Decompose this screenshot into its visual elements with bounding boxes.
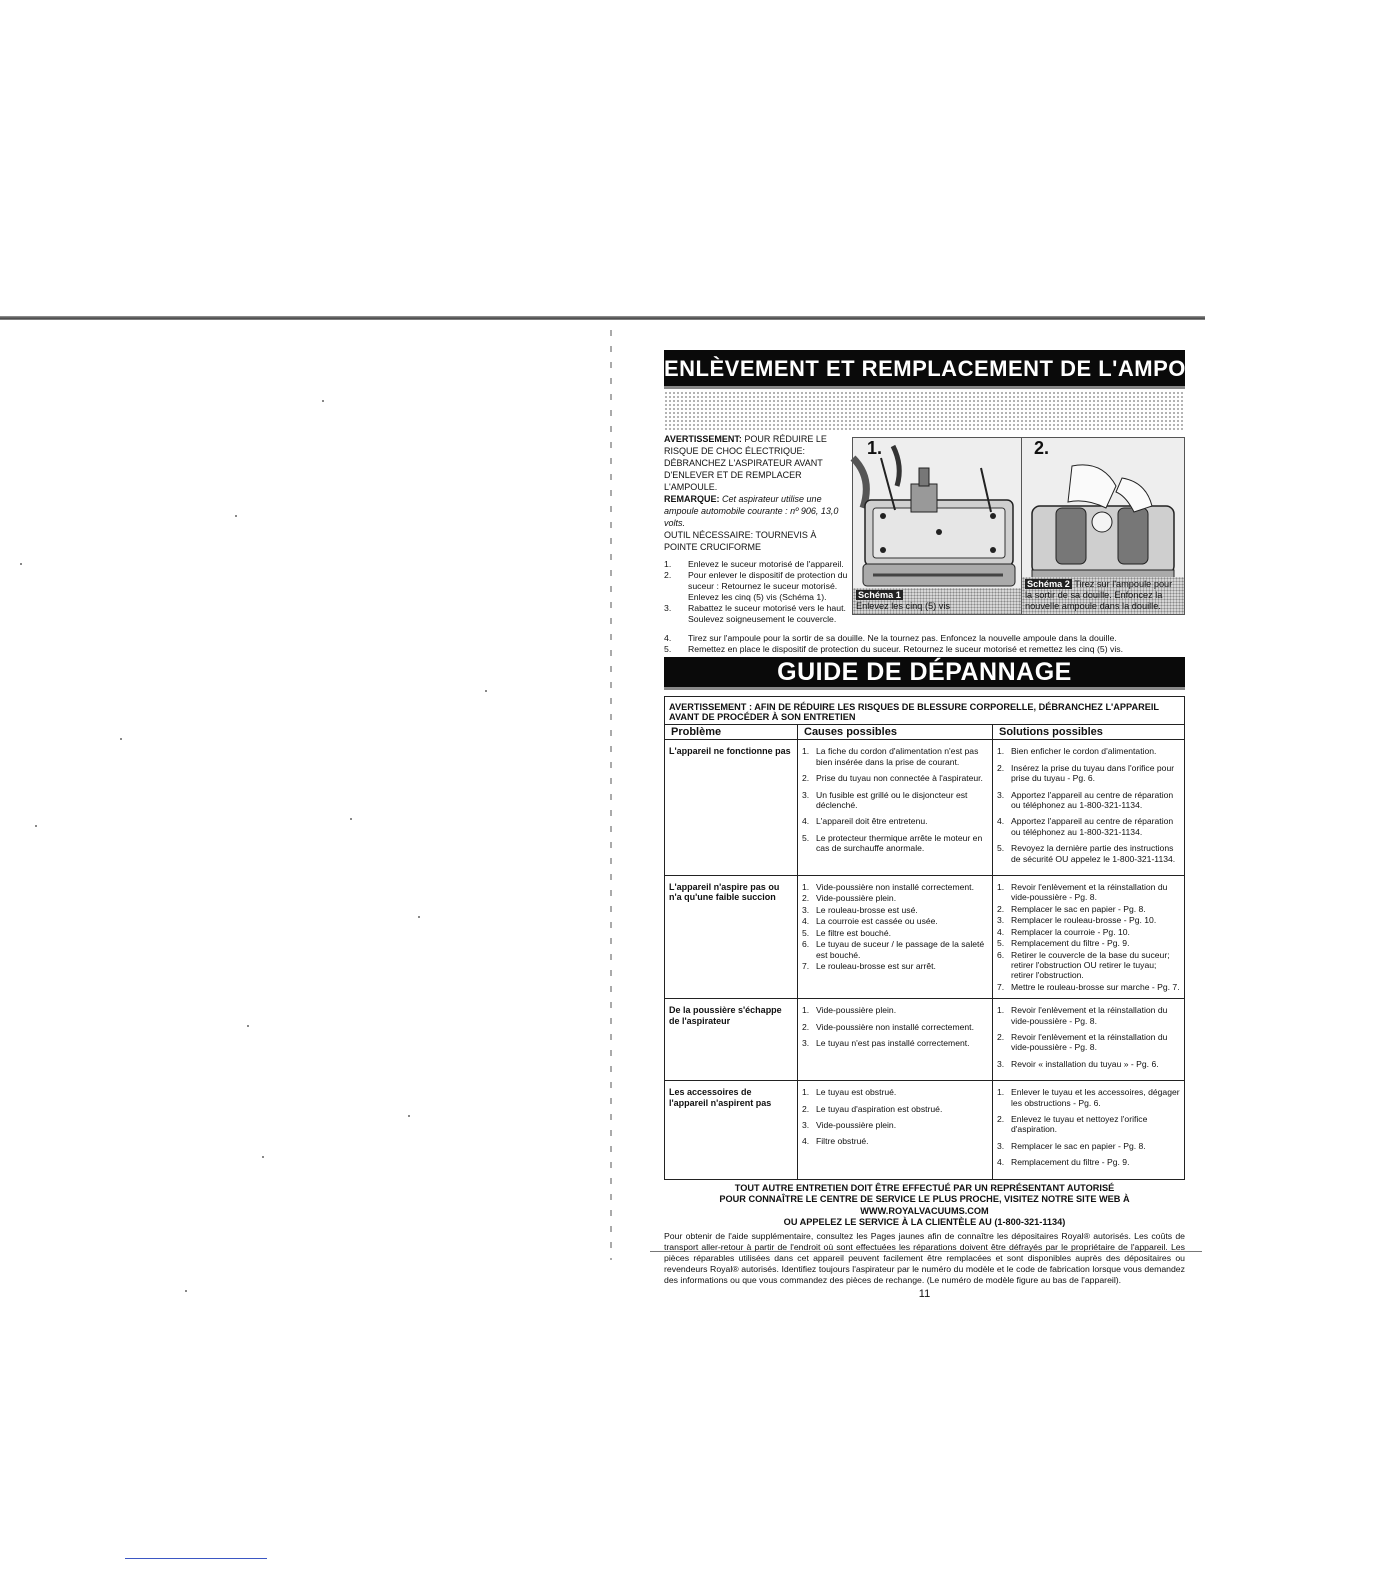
causes-cell: [798, 740, 993, 876]
item-text: Le tuyau n'est pas installé correctement.: [816, 1037, 970, 1048]
service-paragraph: Pour obtenir de l'aide supplémentaire, consultez les Pages jaunes afin de connaître les dépositaires Royal® autorisés. Les coûts de transport aller-retour à partir de l'endroit où sont effectuées les réparations doivent être défrayés par le propriétaire de l'appareil. Les pièces réparables utilisées dans cet appareil peuvent facilement être remplacées et sont disponibles auprès des dépositaires ou revendeurs Royal® autorisés. Identifiez toujours l'aspirateur par le numéro du modèle et le code de fabrication lorsque vous demandez des informations ou que vous commandez des pièces de rechange. (Le numéro de modèle figure au bas de l'appareil).: [664, 1230, 1185, 1285]
item-text: Enlever le tuyau et les accessoires, dégager les obstructions - Pg. 6.: [1011, 1087, 1180, 1108]
item-text: Le rouleau-brosse est sur arrêt.: [816, 960, 936, 971]
item-text: Le protecteur thermique arrête le moteur en cas de surchauffe anormale.: [816, 832, 983, 854]
solution-item: [997, 950, 1180, 981]
lamp-step: 3. Rabattez le suceur motorisé vers le haut. Soulevez soigneusement le couvercle.: [664, 603, 846, 624]
table-row: [665, 1081, 1185, 1179]
item-number: 5.: [997, 843, 1005, 854]
solution-item: [997, 882, 1180, 903]
warning-text: POUR RÉDUIRE LE RISQUE DE CHOC ÉLECTRIQUE: DÉBRANCHEZ L'ASPIRATEUR AVANT D'ENLEVER ET DE REMPLACER L'AMPOULE.: [664, 434, 827, 492]
cause-item: [802, 961, 988, 971]
item-text: Revoir l'enlèvement et la réinstallation du vide-poussière - Pg. 8.: [1011, 1031, 1168, 1053]
solution-item: [997, 1005, 1180, 1026]
item-number: 5.: [802, 927, 810, 938]
cause-item: [802, 905, 988, 915]
footer-line-2: POUR CONNAÎTRE LE CENTRE DE SERVICE LE PLUS PROCHE, VISITEZ NOTRE SITE WEB À WWW.ROYALVACUUMS.COM: [719, 1194, 1130, 1216]
page-number: 11: [918, 1287, 931, 1300]
item-text: Apportez l'appareil au centre de réparation ou téléphonez au 1-800-321-1134.: [1011, 816, 1174, 837]
problem-cell: De la poussière s'échappe de l'aspirateur: [665, 999, 798, 1081]
warning-label: AVERTISSEMENT:: [664, 434, 742, 444]
note-label: REMARQUE:: [664, 494, 720, 504]
problem-cell: Les accessoires de l'appareil n'aspirent pas: [665, 1081, 798, 1179]
solution-item: [997, 1157, 1180, 1167]
table-row: [665, 740, 1185, 876]
figure-2-caption: [1022, 577, 1184, 614]
solution-item: [997, 982, 1180, 992]
solution-item: [997, 816, 1180, 837]
guide-warning: AVERTISSEMENT : AFIN DE RÉDUIRE LES RISQUES DE BLESSURE CORPORELLE, DÉBRANCHEZ L'APPAREIL AVANT DE PROCÉDER À SON ENTRETIEN: [664, 696, 1185, 724]
item-number: 2.: [802, 1103, 810, 1114]
causes-cell: [798, 876, 993, 999]
item-number: 5.: [802, 832, 810, 843]
table-header-row: [665, 725, 1185, 740]
item-number: 1.: [802, 746, 810, 757]
item-number: 2.: [802, 893, 810, 904]
table-body: [665, 740, 1185, 1179]
cause-item: [802, 773, 988, 783]
figure-1-label: Schéma 1: [858, 590, 901, 600]
item-text: Revoir « installation du tuyau » - Pg. 6.: [1011, 1058, 1159, 1069]
figure-2: [1021, 437, 1185, 615]
item-text: Vide-poussière non installé correctement.: [816, 1021, 974, 1032]
lamp-steps-4-5: [664, 633, 1185, 655]
item-text: Vide-poussière non installé correctement.: [816, 882, 974, 893]
solution-item: [997, 938, 1180, 948]
item-number: 3.: [802, 1037, 810, 1048]
solution-item: [997, 904, 1180, 914]
item-text: Filtre obstrué.: [816, 1136, 869, 1147]
cause-item: [802, 1038, 988, 1048]
item-number: 7.: [997, 981, 1005, 992]
item-number: 2.: [997, 762, 1005, 773]
table-row: [665, 876, 1185, 999]
page-fold: [610, 330, 612, 1260]
item-text: Vide-poussière plein.: [816, 1005, 897, 1016]
figure-2-number: 2.: [1034, 438, 1050, 458]
item-text: Insérez la prise du tuyau dans l'orifice pour prise du tuyau - Pg. 6.: [1011, 762, 1175, 784]
cause-item: [802, 893, 988, 903]
note-text: Cet aspirateur utilise une ampoule automobile courante : nº 906, 13,0 volts.: [664, 494, 839, 528]
item-text: Remplacement du filtre - Pg. 9.: [1011, 938, 1130, 949]
manual-page: [664, 350, 1392, 1300]
scan-underline: [125, 1558, 267, 1559]
item-text: Vide-poussière plein.: [816, 893, 897, 904]
item-number: 2.: [997, 903, 1005, 914]
item-number: 3.: [802, 904, 810, 915]
problem-cell: L'appareil n'aspire pas ou n'a qu'une faible succion: [665, 876, 798, 999]
table-row: [665, 999, 1185, 1081]
figure-1-caption-text: Enlevez les cinq (5) vis: [856, 601, 950, 611]
cause-item: [802, 1136, 988, 1146]
item-number: 1.: [802, 1005, 810, 1016]
solution-item: [997, 1032, 1180, 1053]
cause-item: [802, 882, 988, 892]
cause-item: [802, 916, 988, 926]
item-number: 4.: [802, 916, 810, 927]
solutions-cell: [993, 876, 1185, 999]
item-text: Remplacer le sac en papier - Pg. 8.: [1011, 903, 1146, 914]
item-number: 1.: [997, 746, 1005, 757]
troubleshooting-table: [664, 724, 1185, 1180]
item-number: 5.: [997, 938, 1005, 949]
tool-text: OUTIL NÉCESSAIRE: TOURNEVIS À POINTE CRUCIFORME: [664, 530, 817, 552]
solution-item: [997, 746, 1180, 756]
figure-2-label: Schéma 2: [1027, 579, 1070, 589]
item-text: Apportez l'appareil au centre de réparation ou téléphonez au 1-800-321-1134.: [1011, 789, 1174, 811]
item-number: 3.: [997, 915, 1005, 926]
item-number: 2.: [997, 1113, 1005, 1124]
item-text: Le tuyau est obstrué.: [816, 1087, 897, 1098]
item-number: 3.: [997, 789, 1005, 800]
solution-item: [997, 763, 1180, 784]
item-number: 4.: [997, 926, 1005, 937]
solution-item: [997, 843, 1180, 864]
solution-item: [997, 1059, 1180, 1069]
item-text: L'appareil doit être entretenu.: [816, 816, 928, 827]
lamp-section-title: ENLÈVEMENT ET REMPLACEMENT DE L'AMPOULE DE LA LAMPE: [664, 350, 1185, 389]
guide-footer: [664, 1183, 1185, 1229]
cause-item: [802, 1087, 988, 1097]
lamp-step: 4. Tirez sur l'ampoule pour la sortir de sa douille. Ne la tournez pas. Enfoncez la nouvelle ampoule dans la douille.: [664, 633, 1117, 643]
cause-item: [802, 939, 988, 960]
item-number: 4.: [997, 1157, 1005, 1168]
cause-item: [802, 1005, 988, 1015]
causes-cell: [798, 1081, 993, 1179]
item-number: 3.: [997, 1140, 1005, 1151]
halftone-band: [664, 391, 1185, 431]
item-number: 2.: [802, 773, 810, 784]
cause-item: [802, 1120, 988, 1130]
item-number: 2.: [802, 1021, 810, 1032]
cause-item: [802, 816, 988, 826]
item-text: Retirer le couvercle de la base du suceur; retirer l'obstruction OU retirer le tuyau; retirer l'obstruction.: [1011, 949, 1170, 981]
lamp-section: [664, 389, 1185, 625]
solutions-cell: [993, 740, 1185, 876]
item-text: Mettre le rouleau-brosse sur marche - Pg. 7.: [1011, 981, 1180, 992]
item-number: 1.: [802, 1087, 810, 1098]
lamp-steps-1-3: [664, 559, 854, 625]
item-text: La courroie est cassée ou usée.: [816, 916, 938, 927]
cause-item: [802, 1104, 988, 1114]
item-text: La fiche du cordon d'alimentation n'est pas bien insérée dans la prise de courant.: [816, 746, 979, 767]
item-text: Un fusible est grillé ou le disjoncteur est déclenché.: [816, 789, 968, 811]
figure-1-caption: [853, 588, 1021, 614]
cause-item: [802, 746, 988, 767]
item-text: Remplacer le sac en papier - Pg. 8.: [1011, 1140, 1146, 1151]
lamp-step: 2. Pour enlever le dispositif de protection du suceur : Retournez le suceur motorisé. Enlevez les cinq (5) vis (Schéma 1).: [664, 570, 848, 602]
figure-1: [852, 437, 1022, 615]
lamp-step: 1. Enlevez le suceur motorisé de l'appareil.: [664, 559, 844, 569]
item-number: 1.: [997, 882, 1005, 893]
item-text: Prise du tuyau non connectée à l'aspirateur.: [816, 773, 983, 784]
item-number: 3.: [802, 789, 810, 800]
item-number: 4.: [802, 1136, 810, 1147]
item-text: Le tuyau d'aspiration est obstrué.: [816, 1103, 943, 1114]
cause-item: [802, 833, 988, 854]
lamp-step: 5. Remettez en place le dispositif de protection du suceur. Retournez le suceur motorisé et remettez les cinq (5) vis.: [664, 644, 1124, 654]
item-number: 6.: [997, 949, 1005, 960]
scan-top-rule: [0, 316, 1205, 320]
item-number: 1.: [997, 1087, 1005, 1098]
item-number: 1.: [997, 1005, 1005, 1016]
item-text: Revoir l'enlèvement et la réinstallation du vide-poussière - Pg. 8.: [1011, 1005, 1168, 1026]
item-number: 3.: [802, 1119, 810, 1130]
figure-1-number: 1.: [867, 438, 883, 458]
solution-item: [997, 1141, 1180, 1151]
item-text: Vide-poussière plein.: [816, 1119, 897, 1130]
item-number: 4.: [802, 816, 810, 827]
lamp-warning-block: [664, 433, 852, 553]
item-text: Remplacer le rouleau-brosse - Pg. 10.: [1011, 915, 1157, 926]
item-text: Enlevez le tuyau et nettoyez l'orifice d'aspiration.: [1011, 1113, 1148, 1135]
cause-item: [802, 1022, 988, 1032]
item-number: 6.: [802, 939, 810, 950]
solution-item: [997, 1087, 1180, 1108]
item-text: Bien enficher le cordon d'alimentation.: [1011, 746, 1157, 757]
solutions-cell: [993, 999, 1185, 1081]
item-text: Remplacement du filtre - Pg. 9.: [1011, 1157, 1130, 1168]
solution-item: [997, 927, 1180, 937]
item-number: 1.: [802, 882, 810, 893]
item-number: 7.: [802, 960, 810, 971]
item-text: Le tuyau de suceur / le passage de la saleté est bouché.: [816, 939, 985, 960]
item-number: 3.: [997, 1058, 1005, 1069]
problem-cell: L'appareil ne fonctionne pas: [665, 740, 798, 876]
causes-cell: [798, 999, 993, 1081]
solution-item: [997, 915, 1180, 925]
guide-title: GUIDE DE DÉPANNAGE: [664, 657, 1185, 690]
item-text: Le filtre est bouché.: [816, 927, 892, 938]
solution-item: [997, 1114, 1180, 1135]
cause-item: [802, 928, 988, 938]
figure-2-caption-text: Tirez sur l'ampoule pour la sortir de sa douille. Enfoncez la nouvelle ampoule dans la douille.: [1025, 579, 1173, 611]
item-text: Revoyez la dernière partie des instructions de sécurité OU appelez le 1-800-321-1134.: [1011, 843, 1176, 864]
footer-line-3: OU APPELEZ LE SERVICE À LA CLIENTÈLE AU (1-800-321-1134): [783, 1217, 1066, 1228]
header-problem: Problème: [665, 725, 798, 740]
item-number: 4.: [997, 816, 1005, 827]
footer-line-1: TOUT AUTRE ENTRETIEN DOIT ÊTRE EFFECTUÉ PAR UN REPRÉSENTANT AUTORISÉ: [734, 1182, 1115, 1193]
item-text: Revoir l'enlèvement et la réinstallation du vide-poussière - Pg. 8.: [1011, 882, 1168, 903]
header-causes: Causes possibles: [798, 725, 993, 740]
item-number: 2.: [997, 1031, 1005, 1042]
item-text: Remplacer la courroie - Pg. 10.: [1011, 926, 1130, 937]
cause-item: [802, 790, 988, 811]
header-solutions: Solutions possibles: [993, 725, 1185, 740]
solution-item: [997, 790, 1180, 811]
item-text: Le rouleau-brosse est usé.: [816, 904, 918, 915]
solutions-cell: [993, 1081, 1185, 1179]
